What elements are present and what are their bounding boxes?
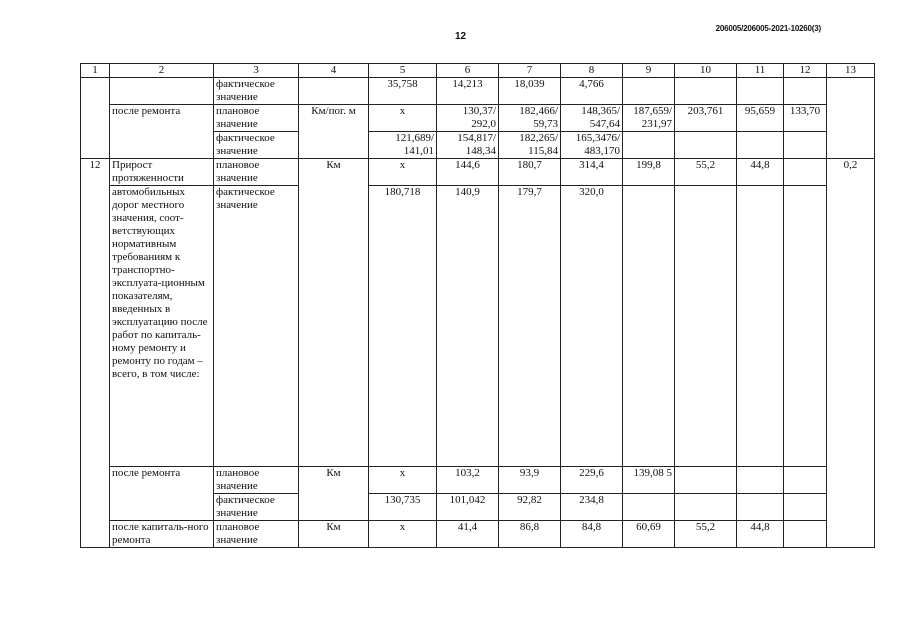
unit-cell: Км xyxy=(299,159,369,467)
cell: 44,8 xyxy=(737,159,784,186)
column-header: 12 xyxy=(784,64,827,78)
cell: 180,7 xyxy=(499,159,561,186)
cell xyxy=(784,78,827,105)
value-type-cell: плановое значение xyxy=(214,521,299,548)
cell xyxy=(737,467,784,494)
value-type-cell: фактическое значение xyxy=(214,186,299,467)
cell: 35,758 xyxy=(369,78,437,105)
cell: 60,69 xyxy=(623,521,675,548)
cell xyxy=(784,521,827,548)
column-header: 7 xyxy=(499,64,561,78)
cell xyxy=(675,132,737,159)
cell: 44,8 xyxy=(737,521,784,548)
table-row xyxy=(81,467,875,494)
document-code: 206005/206005-2021-10260(3) xyxy=(715,24,821,33)
indicator-label: Прирост протяженности xyxy=(110,159,214,186)
cell: 92,82 xyxy=(499,494,561,521)
cell: 133,70 xyxy=(784,105,827,132)
table-row xyxy=(81,105,875,132)
cell xyxy=(623,494,675,521)
cell xyxy=(623,78,675,105)
cell: 203,761 xyxy=(675,105,737,132)
cell: 95,659 xyxy=(737,105,784,132)
cell: 86,8 xyxy=(499,521,561,548)
cell: 182,466/ 59,73 xyxy=(499,105,561,132)
cell: 182,265/ 115,84 xyxy=(499,132,561,159)
indicator-label: после капиталь-ного ремонта xyxy=(110,521,214,548)
page-number: 12 xyxy=(455,31,467,42)
column-number-row xyxy=(81,64,875,78)
cell: 179,7 xyxy=(499,186,561,467)
cell xyxy=(623,186,675,467)
cell xyxy=(827,78,875,159)
unit-cell: Км/пог. м xyxy=(299,105,369,159)
cell: х xyxy=(369,105,437,132)
cell: 229,6 xyxy=(561,467,623,494)
cell: х xyxy=(369,159,437,186)
column-header: 5 xyxy=(369,64,437,78)
cell xyxy=(784,132,827,159)
column-header: 2 xyxy=(110,64,214,78)
value-type-cell: плановое значение xyxy=(214,467,299,494)
cell: 14,213 xyxy=(437,78,499,105)
column-header: 13 xyxy=(827,64,875,78)
table-row xyxy=(81,521,875,548)
cell: 0,2 xyxy=(827,159,875,548)
cell: 130,37/ 292,0 xyxy=(437,105,499,132)
cell: 139,08 5 xyxy=(623,467,675,494)
cell xyxy=(299,78,369,105)
column-header: 10 xyxy=(675,64,737,78)
cell: 55,2 xyxy=(675,521,737,548)
cell xyxy=(784,494,827,521)
column-header: 6 xyxy=(437,64,499,78)
cell: 140,9 xyxy=(437,186,499,467)
cell xyxy=(675,494,737,521)
cell: 130,735 xyxy=(369,494,437,521)
cell xyxy=(623,132,675,159)
cell xyxy=(784,467,827,494)
indicator-label: после ремонта xyxy=(110,467,214,521)
value-type-cell: фактическое значение xyxy=(214,78,299,105)
table-row xyxy=(81,159,875,186)
cell xyxy=(737,186,784,467)
cell xyxy=(675,467,737,494)
value-type-cell: плановое значение xyxy=(214,159,299,186)
row-number-cell: 12 xyxy=(81,159,110,548)
cell: 199,8 xyxy=(623,159,675,186)
cell: 180,718 xyxy=(369,186,437,467)
cell xyxy=(737,494,784,521)
cell: х xyxy=(369,521,437,548)
cell: 234,8 xyxy=(561,494,623,521)
cell: 55,2 xyxy=(675,159,737,186)
cell: 320,0 xyxy=(561,186,623,467)
cell: 314,4 xyxy=(561,159,623,186)
cell: 101,042 xyxy=(437,494,499,521)
column-header: 1 xyxy=(81,64,110,78)
cell: 121,689/ 141,01 xyxy=(369,132,437,159)
table-row xyxy=(81,186,875,467)
cell: 148,365/ 547,64 xyxy=(561,105,623,132)
cell: 93,9 xyxy=(499,467,561,494)
unit-cell: Км xyxy=(299,521,369,548)
indicators-table xyxy=(80,63,875,548)
cell: 4,766 xyxy=(561,78,623,105)
indicator-label: автомобильных дорог местного значения, соот-ветствующих нормативным требованиям к транспортно-эксплуата-ционным показателям, введенных в эксплуатацию после работ по капиталь-ному ремонту и ремонту по годам – всего, в том числе: xyxy=(110,186,214,467)
column-header: 11 xyxy=(737,64,784,78)
cell: 103,2 xyxy=(437,467,499,494)
cell xyxy=(675,186,737,467)
cell xyxy=(784,159,827,186)
column-header: 8 xyxy=(561,64,623,78)
cell: 144,6 xyxy=(437,159,499,186)
indicator-label: после ремонта xyxy=(110,105,214,159)
cell xyxy=(110,78,214,105)
cell xyxy=(784,186,827,467)
value-type-cell: фактическое значение xyxy=(214,494,299,521)
cell: 187,659/ 231,97 xyxy=(623,105,675,132)
cell xyxy=(675,78,737,105)
column-header: 3 xyxy=(214,64,299,78)
cell xyxy=(737,132,784,159)
cell: 84,8 xyxy=(561,521,623,548)
cell: 41,4 xyxy=(437,521,499,548)
cell xyxy=(81,78,110,159)
column-header: 4 xyxy=(299,64,369,78)
cell: 165,3476/ 483,170 xyxy=(561,132,623,159)
value-type-cell: плановое значение xyxy=(214,105,299,132)
value-type-cell: фактическое значение xyxy=(214,132,299,159)
cell: 18,039 xyxy=(499,78,561,105)
cell: х xyxy=(369,467,437,494)
cell: 154,817/ 148,34 xyxy=(437,132,499,159)
unit-cell: Км xyxy=(299,467,369,521)
cell xyxy=(737,78,784,105)
table-row xyxy=(81,78,875,105)
column-header: 9 xyxy=(623,64,675,78)
